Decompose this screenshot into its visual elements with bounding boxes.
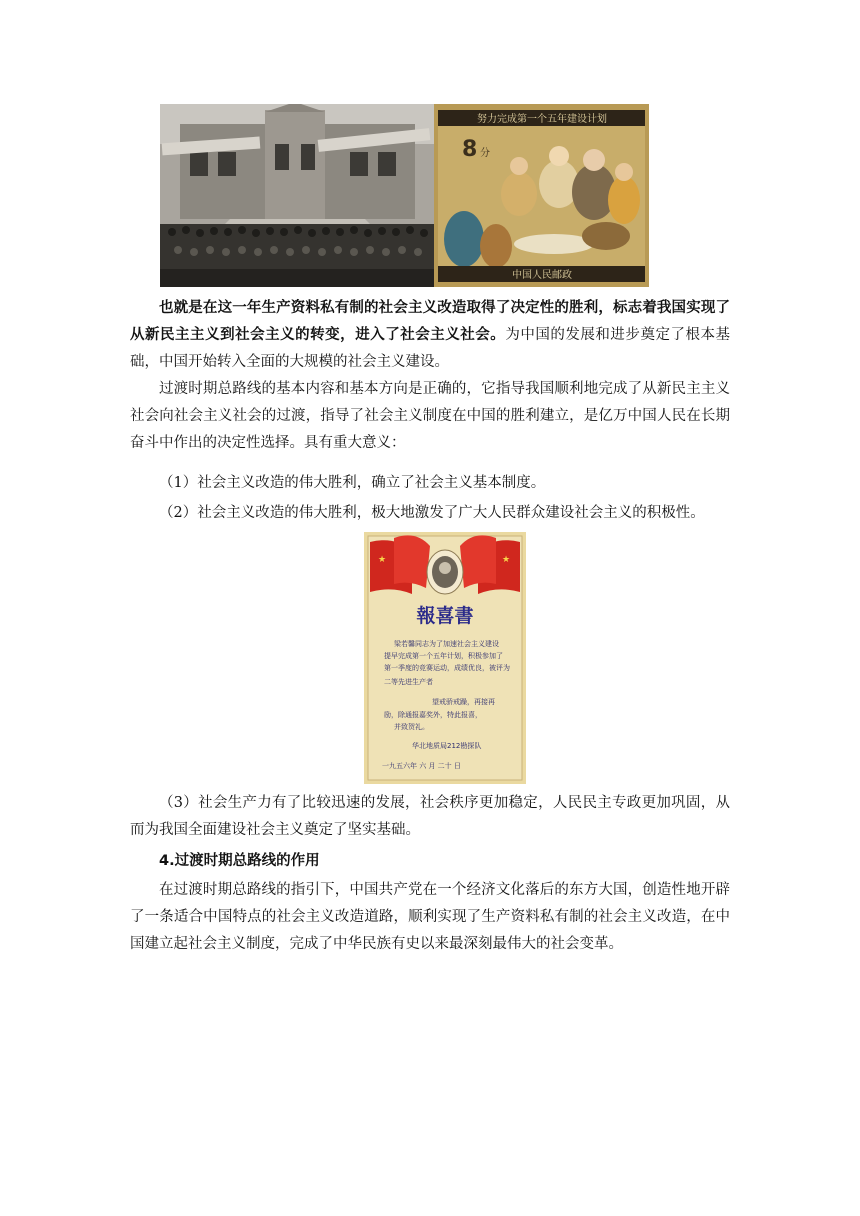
svg-text:★: ★ xyxy=(502,555,511,565)
stamp-denom: 分 xyxy=(480,148,490,159)
certificate-date: 一九五六年 六 月 二十 日 xyxy=(382,762,461,770)
paragraph-1-plain: 为中国的发展和进步奠定了根本基础，中国开始转入全面的大规模的社会主义建设。 xyxy=(130,327,731,370)
stamp-banner-text: 努力完成第一个五年建设计划 xyxy=(477,114,607,125)
certificate-issuer: 华北地质局212勘探队 xyxy=(412,742,482,750)
stamp-value: 8 xyxy=(462,137,478,162)
list-item-1: （1）社会主义改造的伟大胜利，确立了社会主义基本制度。 xyxy=(159,475,546,491)
certificate-image xyxy=(364,532,526,784)
section-heading-4: 4.过渡时期总路线的作用 xyxy=(159,853,320,869)
paragraph-4: 在过渡时期总路线的指引下，中国共产党在一个经济文化落后的东方大国，创造性地开辟了一条适合中国特点的社会主义改造道路，顺利实现了生产资料私有制的社会主义改造，在中国建立起社会主义制度，完成了中华民族有史以来最深刻最伟大的社会变革。 xyxy=(130,882,730,952)
list-item-2: （2）社会主义改造的伟大胜利，极大地激发了广大人民群众建设社会主义的积极性。 xyxy=(159,505,705,521)
certificate-line-4: 二等先进生产者 xyxy=(384,678,433,686)
certificate-line-3: 第一季度的竞赛运动，成绩优良，被评为 xyxy=(384,664,510,672)
group-photo-drawing xyxy=(160,104,434,287)
certificate-line-2: 提早完成第一个五年计划，积极参加了 xyxy=(384,652,503,660)
paragraph-3: （3）社会生产力有了比较迅速的发展，社会秩序更加稳定，人民民主专政更加巩固，从而为我国全面建设社会主义奠定了坚实基础。 xyxy=(130,795,730,838)
stamp-photo xyxy=(434,104,649,287)
photo-row xyxy=(160,104,649,287)
certificate-title: 報喜書 xyxy=(416,605,474,627)
stamp-drawing xyxy=(434,104,649,287)
stamp-issuer: 中国人民邮政 xyxy=(512,270,572,281)
certificate-line-5: 望戒骄戒躁，再接再 xyxy=(432,698,495,706)
certificate-line-6: 励，除通报嘉奖外，特此报喜， xyxy=(384,711,482,719)
certificate-line-1: 梁若馨同志为了加速社会主义建设 xyxy=(394,640,499,648)
certificate-drawing xyxy=(364,532,526,784)
paragraph-1 xyxy=(130,295,730,376)
svg-text:★: ★ xyxy=(378,555,387,565)
paragraph-1-bold: 也就是在这一年生产资料私有制的社会主义改造取得了决定性的胜利，标志着我国实现了从新民主主义到社会主义的转变，进入了社会主义社会。 xyxy=(130,300,730,343)
group-photo xyxy=(160,104,434,287)
paragraph-2: 过渡时期总路线的基本内容和基本方向是正确的，它指导我国顺利地完成了从新民主主义社会向社会主义社会的过渡，指导了社会主义制度在中国的胜利建立，是亿万中国人民在长期奋斗中作出的决定性选择。具有重大意义： xyxy=(130,381,730,451)
certificate-line-7: 并致贺礼。 xyxy=(394,723,429,731)
